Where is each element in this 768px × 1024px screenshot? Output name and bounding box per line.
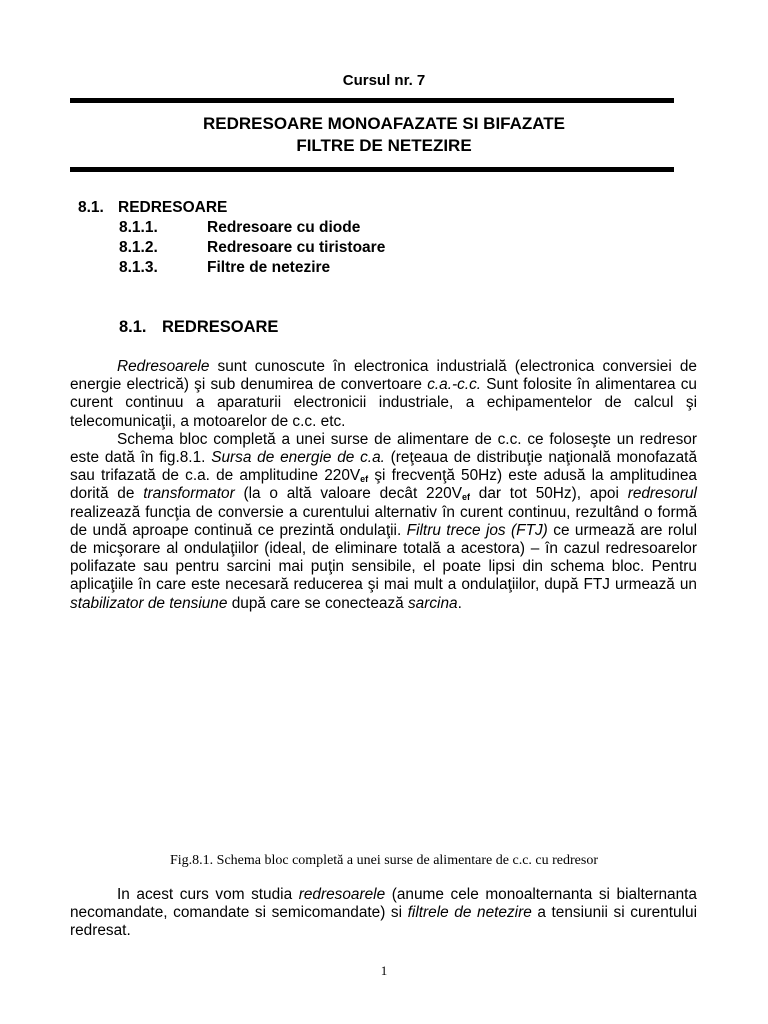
title-line-1: REDRESOARE MONOAFAZATE SI BIFAZATE [202, 114, 566, 133]
section-heading [119, 318, 278, 337]
toc-label: Filtre de netezire [207, 259, 331, 276]
paragraph-3: In acest curs vom studia redresoarele (anume cele monoalternanta si bialternanta necomandate, comandate si semicomandate) si filtrele de netezire a tensiunii si curentului redresat. [70, 886, 697, 940]
toc-number: 8.1.1. [119, 219, 158, 236]
course-label: Cursul nr. 7 [342, 72, 426, 89]
top-rule [70, 98, 674, 103]
body-text-2 [70, 886, 697, 941]
toc-number: 8.1. [78, 199, 104, 216]
table-of-contents [78, 198, 385, 278]
figure-caption: Fig.8.1. Schema bloc completă a unei surse de alimentare de c.c. cu redresor [169, 853, 598, 868]
toc-label: Redresoare cu diode [207, 219, 361, 236]
page-number: 1 [380, 963, 388, 978]
title-line-2: FILTRE DE NETEZIRE [296, 136, 472, 155]
toc-item [78, 258, 385, 278]
section-title: REDRESOARE [162, 318, 279, 336]
toc-number: 8.1.3. [119, 259, 158, 276]
paragraph-2: Schema bloc completă a unei surse de alimentare de c.c. ce foloseşte un redresor este dată în fig.8.1. Sursa de energie de c.a. (reţeaua de distribuţie naţională monofazată sau trifazată de c.a. de amplitudine $220V_{ef}$ şi frecvenţă 50Hz) este adusă la amplitudinea dorită de transformator (la o altă valoare decât $220V_{ef}$ dar tot 50Hz), apoi redresorul realizează funcţia de conversie a curentului alternativ în curent continuu, rezultând o formă de undă aproape continuă ce prezintă ondulaţii. Filtru trece jos (FTJ) ce urmează are rolul de micşorare al ondulaţiilor (ideal, de eliminare totală a acestora) – în cazul redresoarelor polifazate sau pentru sarcini mai puţin sensibile, el poate lipsi din schema bloc. Pentru aplicaţiile în care este necesară reducerea şi mai mult a ondulaţiilor, după FTJ urmează un stabilizator de tensiune după care se conectează sarcina. [70, 430, 698, 612]
toc-item-main [78, 198, 385, 218]
section-number: 8.1. [119, 318, 147, 336]
toc-item [78, 218, 385, 238]
paragraph-1: Redresoarele sunt cunoscute în electronica industrială (electronica conversiei de energie electrică) şi sub denumirea de convertoare c.a.-c.c. Sunt folosite în alimentarea cu curent continuu a aparaturii electronicii industriale, a echipamentelor de calcul şi telecomunicaţii, a motoarelor de c.c. etc. [70, 358, 697, 430]
document-title [0, 113, 768, 157]
toc-item [78, 238, 385, 258]
bottom-rule [70, 167, 674, 172]
toc-label: Redresoare cu tiristoare [207, 239, 386, 256]
toc-label: REDRESOARE [118, 199, 228, 216]
body-text [70, 358, 697, 613]
toc-number: 8.1.2. [119, 239, 158, 256]
